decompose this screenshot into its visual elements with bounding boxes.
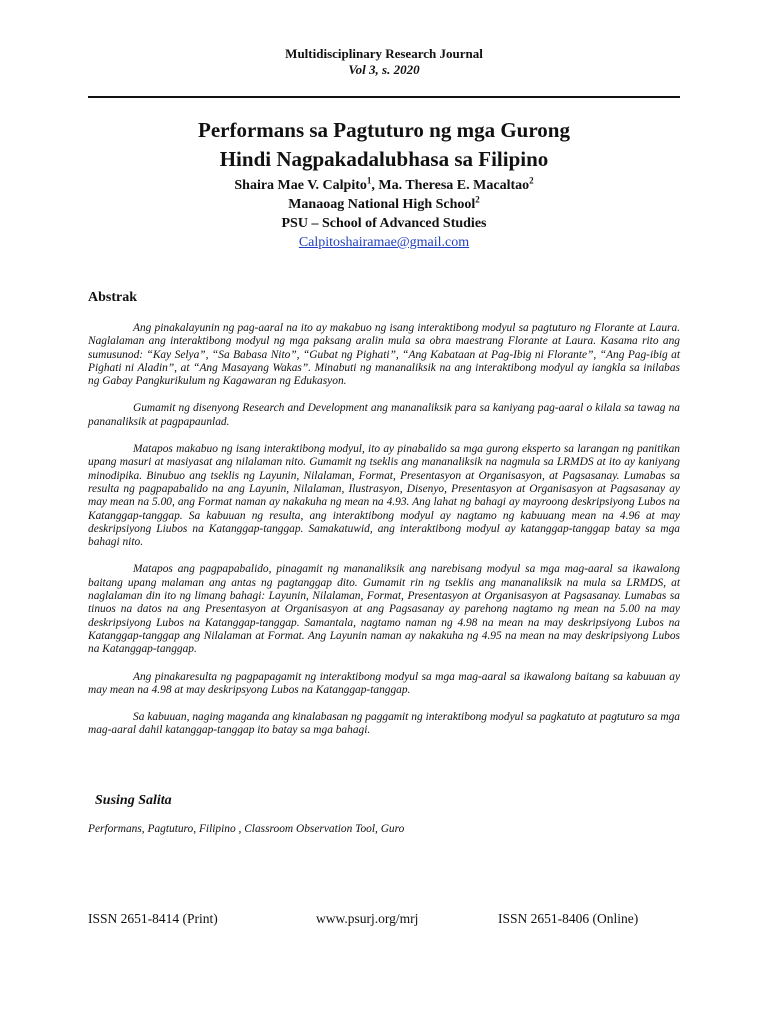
title-line-1: Performans sa Pagtuturo ng mga Gurong: [198, 118, 570, 142]
keywords-text: Performans, Pagtuturo, Filipino , Classroom Observation Tool, Guro: [88, 823, 405, 835]
author-2-affiliation-mark: 2: [529, 175, 534, 186]
journal-name: Multidisciplinary Research Journal: [285, 46, 483, 61]
author-block: [0, 176, 768, 252]
footer-issn-online: ISSN 2651-8406 (Online): [498, 911, 639, 926]
author-line: [0, 176, 768, 195]
affiliation-1-line: [0, 195, 768, 214]
affiliation-1: Manaoag National High School: [288, 197, 476, 212]
abstract-paragraph: Ang pinakalayunin ng pag-aaral na ito ay makabuo ng isang interaktibong modyul sa pagtuturo ng Florante at Laura. Naglalaman ang interaktibong modyul ng mga paksang aralin mula sa obra maestrang Florante at Laura. Kasama rito ang sumusunod: “Kay Selya”, “Sa Babasa Nito”, “Gubat ng Pighati”, “Ang Kabataan at Pag-Ibig ni Florante”, “Ang Pag-ibig at Pighati ni Aladin”, at “Ang Masayang Wakas”. Minabuti ng mananaliksik na ang interaktibong modyul ay iangkla sa inilabas ng Gabay Pangkurikulum ng Kagawaran ng Edukasyon.: [88, 322, 680, 388]
author-email-link[interactable]: Calpitoshairamae@gmail.com: [298, 235, 470, 250]
journal-header: [0, 46, 768, 78]
keywords-heading: Susing Salita: [95, 793, 172, 808]
author-2: Ma. Theresa E. Macaltao: [378, 178, 530, 193]
abstract-paragraph: Sa kabuuan, naging maganda ang kinalabasan ng paggamit ng interaktibong modyul sa pagkatuto at pagtuturo sa mga mag-aaral dahil katanggap-tanggap ito batay sa mga bahagi.: [88, 711, 680, 737]
author-separator: ,: [371, 178, 379, 193]
footer-issn-print: ISSN 2651-8414 (Print): [88, 911, 218, 926]
abstract-heading: Abstrak: [88, 290, 138, 305]
affiliation-1-mark: 2: [475, 194, 480, 205]
affiliation-2: PSU – School of Advanced Studies: [281, 216, 487, 231]
title-line-2: Hindi Nagpakadalubhasa sa Filipino: [219, 147, 549, 171]
abstract-paragraph: Gumamit ng disenyong Research and Development ang mananaliksik para sa kaniyang pag-aaral o kilala sa tawag na pananaliksik at pagpapaunlad.: [88, 402, 680, 428]
journal-volume: Vol 3, s. 2020: [348, 62, 420, 77]
footer-website: www.psurj.org/mrj: [316, 911, 419, 926]
abstract-paragraph: Ang pinakaresulta ng pagpapagamit ng interaktibong modyul sa mga mag-aaral sa ikawalong baitang sa kabuuan ay may mean na 4.98 at may deskripsyong Lubos na Katanggap-tanggap.: [88, 670, 680, 696]
author-1-affiliation-mark: 1: [366, 175, 372, 186]
abstract-paragraph: Matapos makabuo ng isang interaktibong modyul, ito ay pinabalido sa mga gurong eksperto sa larangan ng panitikan upang masuri at masiyasat ang nilalaman nito. Gumamit ng tseklis ang mananaliksik na nagmula sa LRMDS at ito ay kaniyang minodipika. Binubuo ang tseklis ng Layunin, Nilalaman, Format, Presentasyon at Organisasyon, at Pagsasanay. Lumabas sa resulta ng pagpapabalido na ang Layunin, Nilalaman, Ilustrasyon, Disenyo, Presentasyon at Organisasyon at Pagsasanay ay may mean na 5.00, ang Format naman ay nakakuha ng mean na 4.93. Ang lahat ng bahagi ay mayroong deskripsiyong Lubos na Katanggap-tanggap. Sa kabuuan ng resulta, ang interaktibong modyul ay nagtamo ng kabuuang mean na 4.96 at may deskripsiyong Liubos na Katanggap-tanggap. Samakatuwid, ang interaktibong modyul ay katanggap-tanggap batay sa mga bahagi nito.: [88, 443, 680, 549]
author-1: Shaira Mae V. Calpito: [234, 178, 367, 193]
header-divider: [88, 96, 680, 98]
abstract-paragraph: Matapos ang pagpapabalido, pinagamit ng mananaliksik ang narebisang modyul sa mga mag-aaral sa ikawalong baitang upang malaman ang antas ng pagtanggap dito. Gumamit rin ng tseklis ang mananaliksik na mula sa LRMDS, at naglalaman din ito ng limang bahagi: Layunin, Nilalaman, Format, Presentasyon at Organisasyon at Pagsasanay. Lumabas sa tinuos na datos na ang Presentasyon at Organisasyon at ang Pagsasanay ay parehong nagtamo ng mean na 5.00 na may deskripsiyong Lubos na Katanggap-tanggap. Samantala, nagtamo naman ng 4.98 na mean na may deskripsiyong Lubos na Katanggap-tanggap ang Nilalaman at Format. Ang Layunin naman ay nakakuha ng 4.95 na mean na may deskripsiyong Lubos na Katanggap-tanggap.: [88, 563, 680, 656]
paper-title: [0, 116, 768, 174]
abstract-body: [88, 322, 680, 752]
